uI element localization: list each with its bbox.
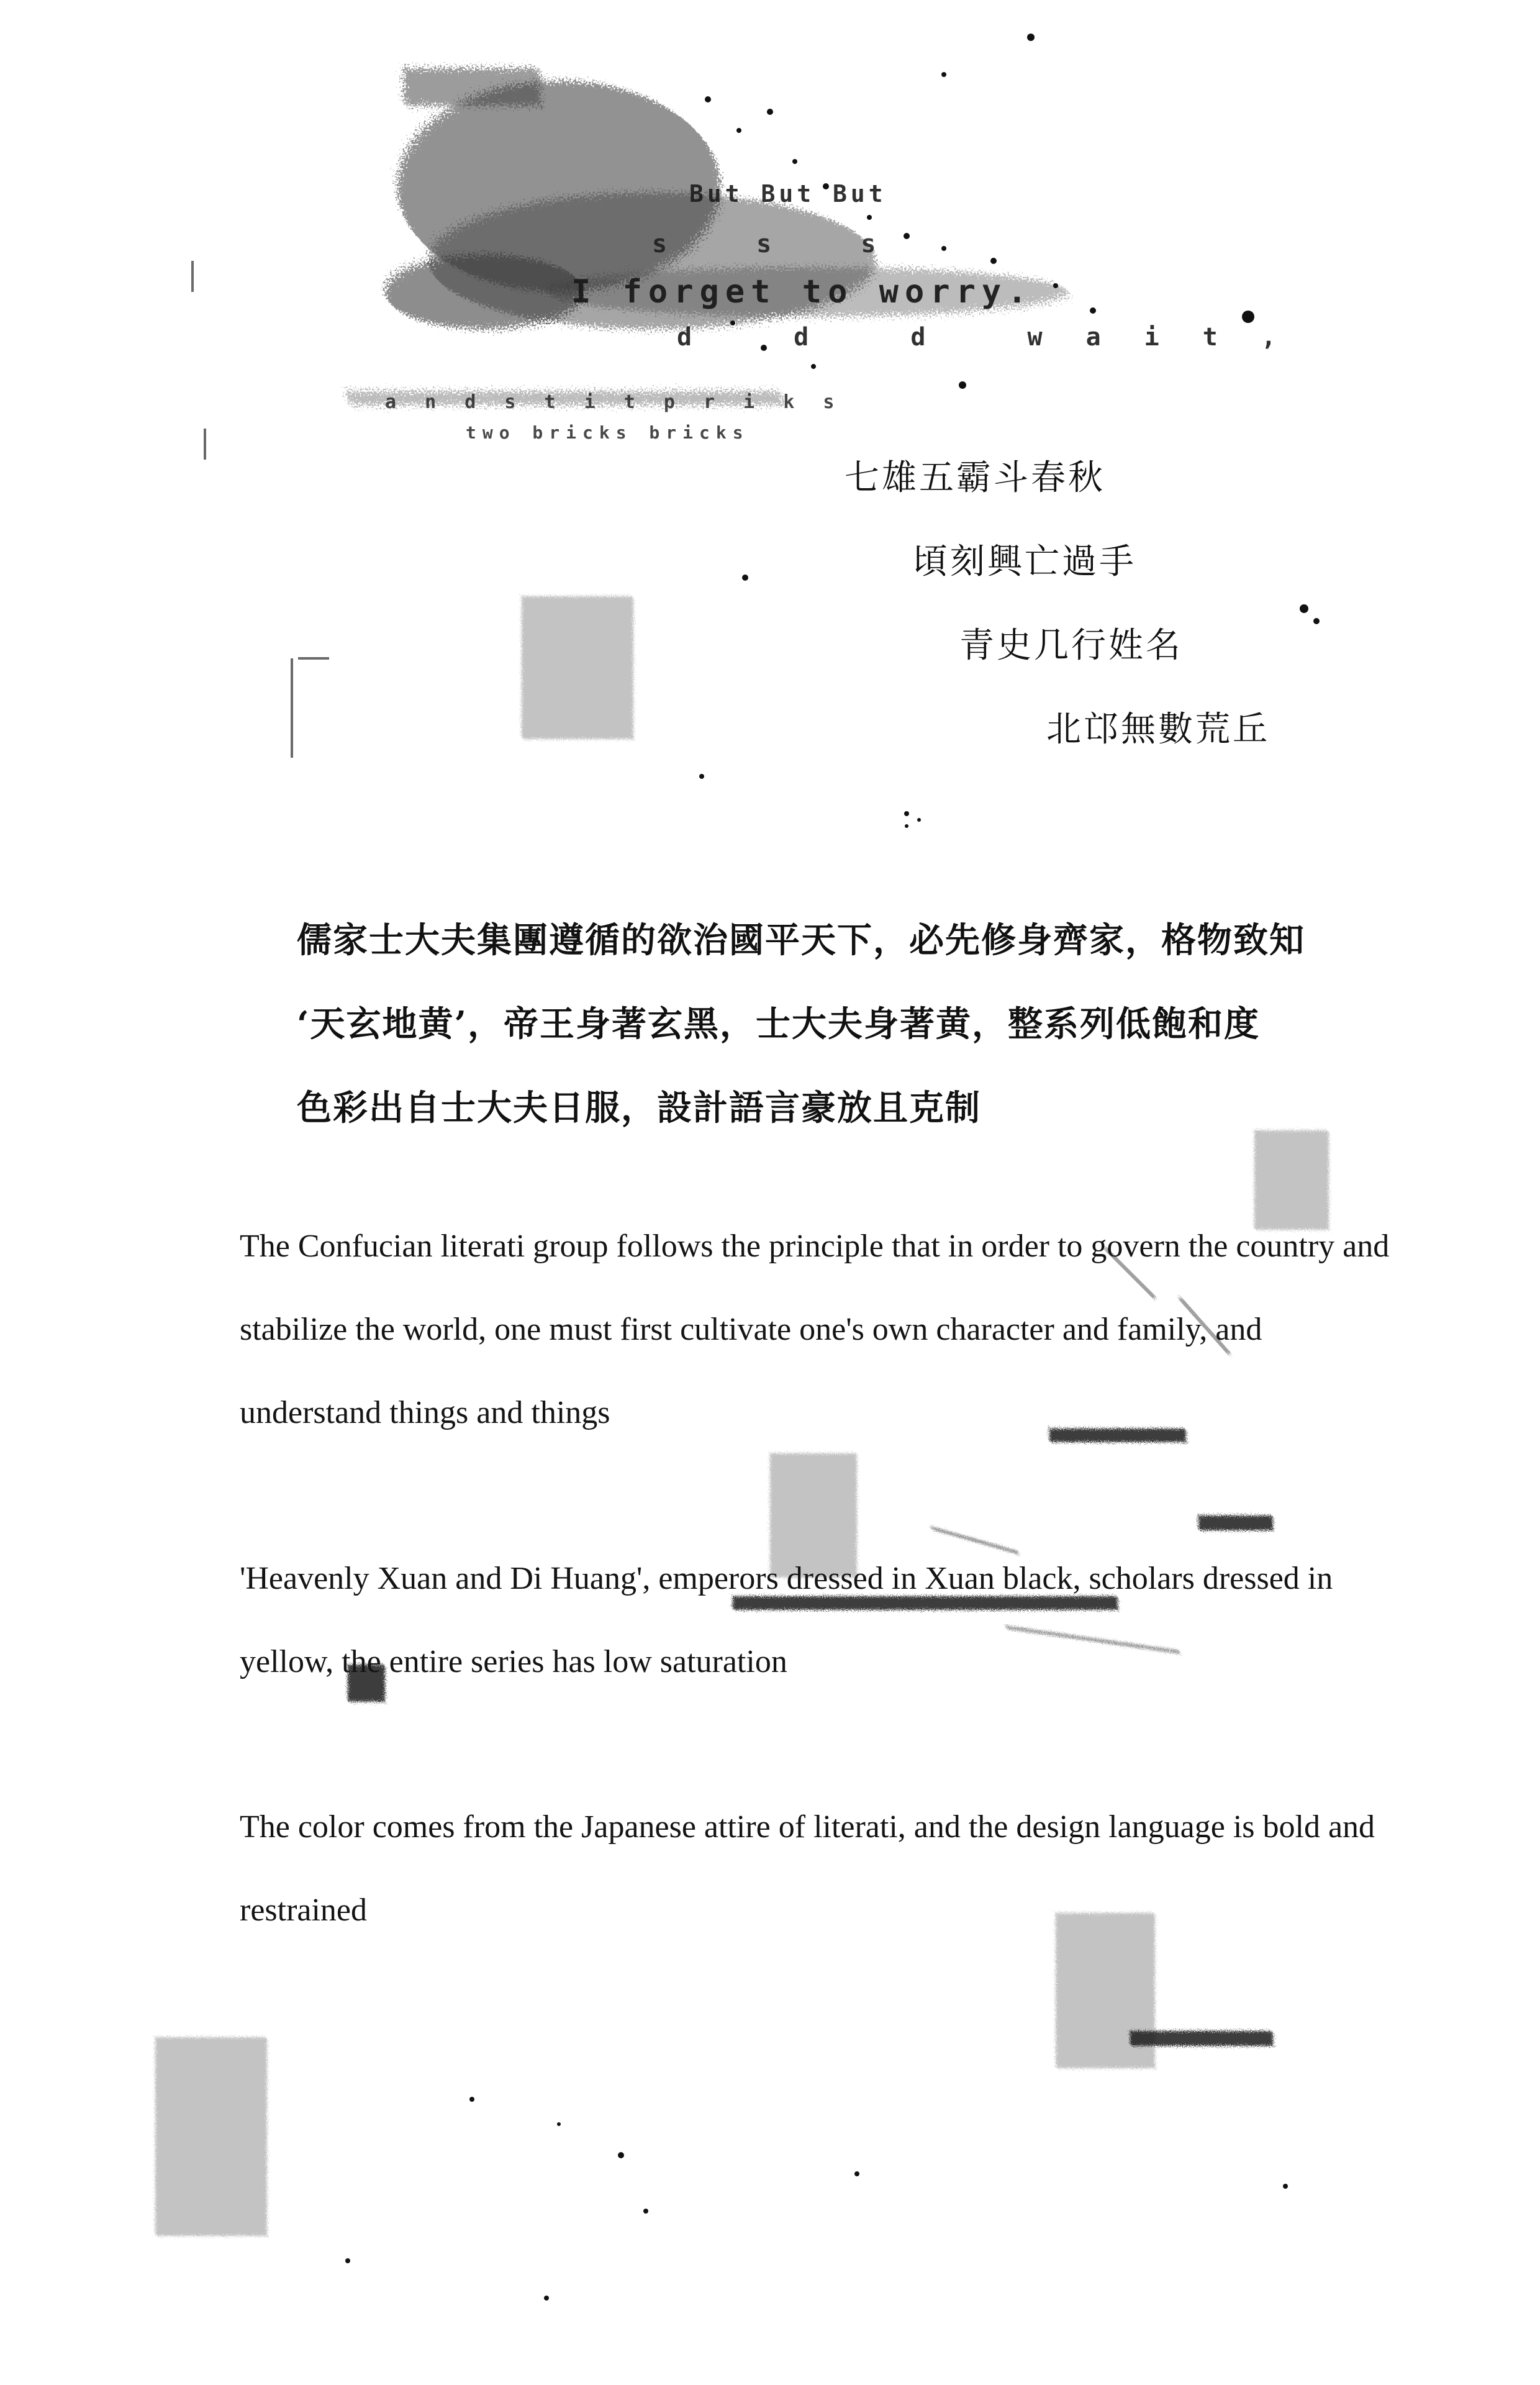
english-paragraph-1: The Confucian literati group follows the principle that in order to govern the country and stabilize the world, one must first cultivate one's own character and family, and understand things and things (240, 1229, 1390, 1430)
left-margin-streaks (192, 261, 329, 758)
poem-line-1: 七雄五霸斗春秋 (845, 458, 1105, 498)
chinese-line-3: 色彩出自士大夫日服，設計語言豪放且克制 (297, 1088, 981, 1129)
english-paragraph-3: The color comes from the Japanese attire of literati, and the design language is bold and restrained (240, 1809, 1375, 1928)
typewriter-line-stitch: a n d s t i t p r i k s (385, 391, 843, 413)
chinese-line-1: 儒家士大夫集團遵循的欲治國平天下，必先修身齊家，格物致知 (297, 920, 1305, 961)
typewriter-line-wait: d d d wait, (677, 323, 1320, 352)
typewriter-line-s: s s s (652, 230, 913, 258)
typewriter-line-bricks: two bricks bricks (466, 422, 750, 443)
chinese-line-2: ‘天玄地黄’，帝王身著玄黑，士大夫身著黄，整系列低飽和度 (297, 1004, 1260, 1045)
typewriter-line-forget: I forget to worry. (571, 273, 1033, 311)
poem-line-2: 頃刻興亡過手 (913, 542, 1136, 582)
poem-line-3: 青史几行姓名 (959, 625, 1183, 666)
english-paragraph-2: 'Heavenly Xuan and Di Huang', emperors dressed in Xuan black, scholars dressed in yellow, the entire series has low saturation (240, 1561, 1333, 1679)
poem-line-4: 北邙無數荒丘 (1046, 709, 1270, 750)
typewriter-line-but: But But But (689, 180, 887, 207)
